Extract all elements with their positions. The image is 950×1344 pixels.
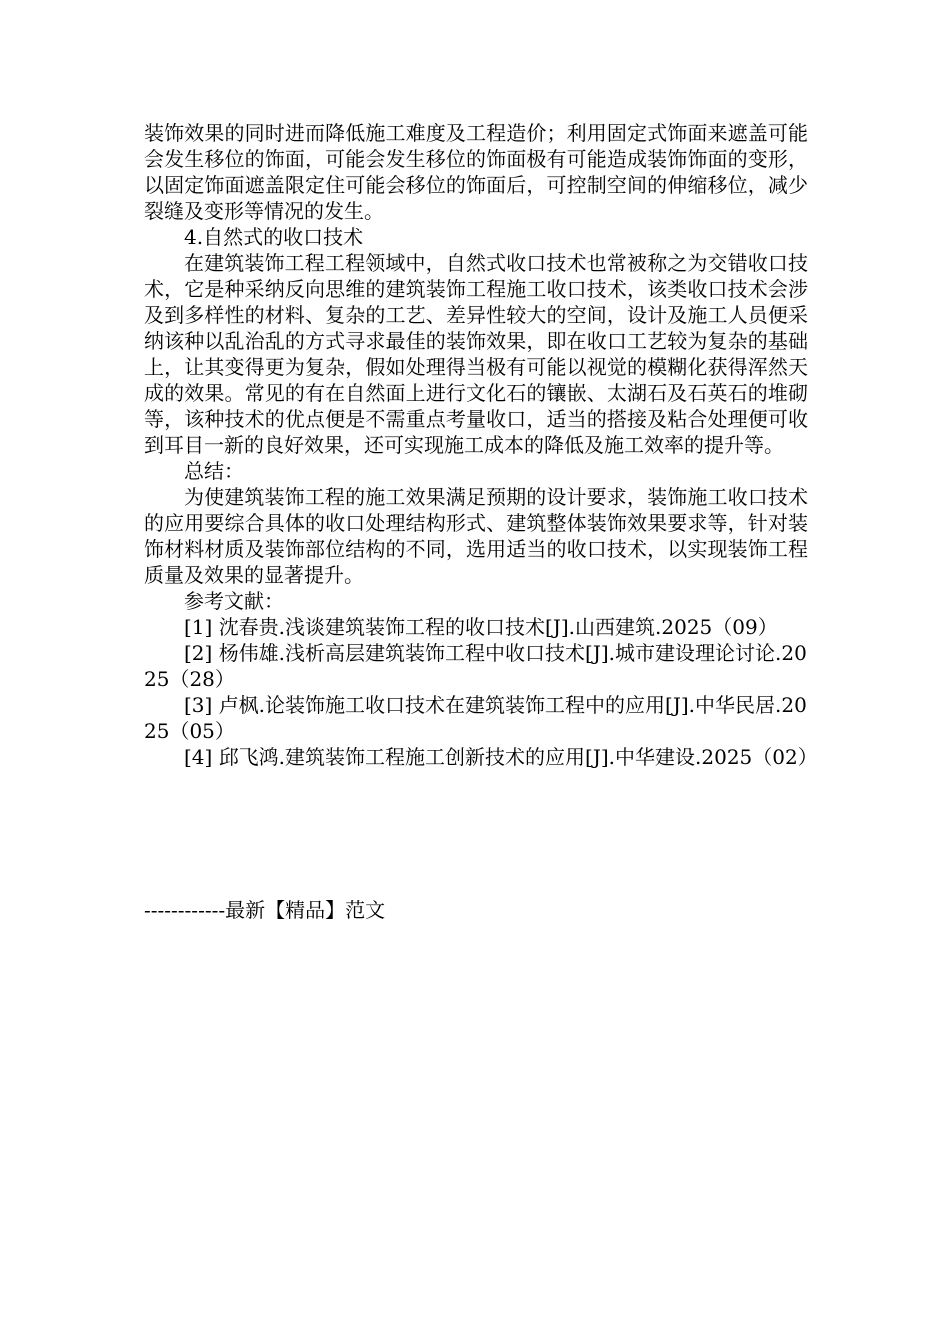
references-heading: 参考文献： (184, 589, 284, 613)
section-heading-natural: 4.自然式的收口技术 (184, 225, 364, 249)
document-body (144, 120, 818, 770)
reference-item-3: [3] 卢枫.论装饰施工收口技术在建筑装饰工程中的应用[J].中华民居.2025（05） (144, 693, 807, 743)
reference-item-4: [4] 邱飞鸿.建筑装饰工程施工创新技术的应用[J].中华建设.2025（02） (184, 745, 818, 769)
paragraph-natural: 在建筑装饰工程工程领域中，自然式收口技术也常被称之为交错收口技术，它是种采纳反向思维的建筑装饰工程施工收口技术，该类收口技术会涉及到多样性的材料、复杂的工艺、差异性较大的空间，设计及施工人员便采纳该种以乱治乱的方式寻求最佳的装饰效果，即在收口工艺较为复杂的基础上，让其变得更为复杂，假如处理得当极有可能以视觉的模糊化获得浑然天成的效果。常见的有在自然面上进行文化石的镶嵌、太湖石及石英石的堆砌等，该种技术的优点便是不需重点考量收口，适当的搭接及粘合处理便可收到耳目一新的良好效果，还可实现施工成本的降低及施工效率的提升等。 (144, 251, 808, 457)
summary-paragraph: 为使建筑装饰工程的施工效果满足预期的设计要求，装饰施工收口技术的应用要综合具体的收口处理结构形式、建筑整体装饰效果要求等，针对装饰材料材质及装饰部位结构的不同，选用适当的收口技术，以实现装饰工程质量及效果的显著提升。 (144, 485, 808, 587)
summary-heading: 总结： (184, 459, 244, 483)
reference-item-1: [1] 沈春贵.浅谈建筑装饰工程的收口技术[J].山西建筑.2025（09） (184, 615, 778, 639)
paragraph-continuation: 装饰效果的同时进而降低施工难度及工程造价；利用固定式饰面来遮盖可能会发生移位的饰面，可能会发生移位的饰面极有可能造成装饰饰面的变形，以固定饰面遮盖限定住可能会移位的饰面后，可控制空间的伸缩移位，减少裂缝及变形等情况的发生。 (144, 121, 808, 223)
reference-item-2: [2] 杨伟雄.浅析高层建筑装饰工程中收口技术[J].城市建设理论讨论.2025（28） (144, 641, 807, 691)
footer-tagline: ------------最新【精品】范文 (144, 898, 386, 922)
